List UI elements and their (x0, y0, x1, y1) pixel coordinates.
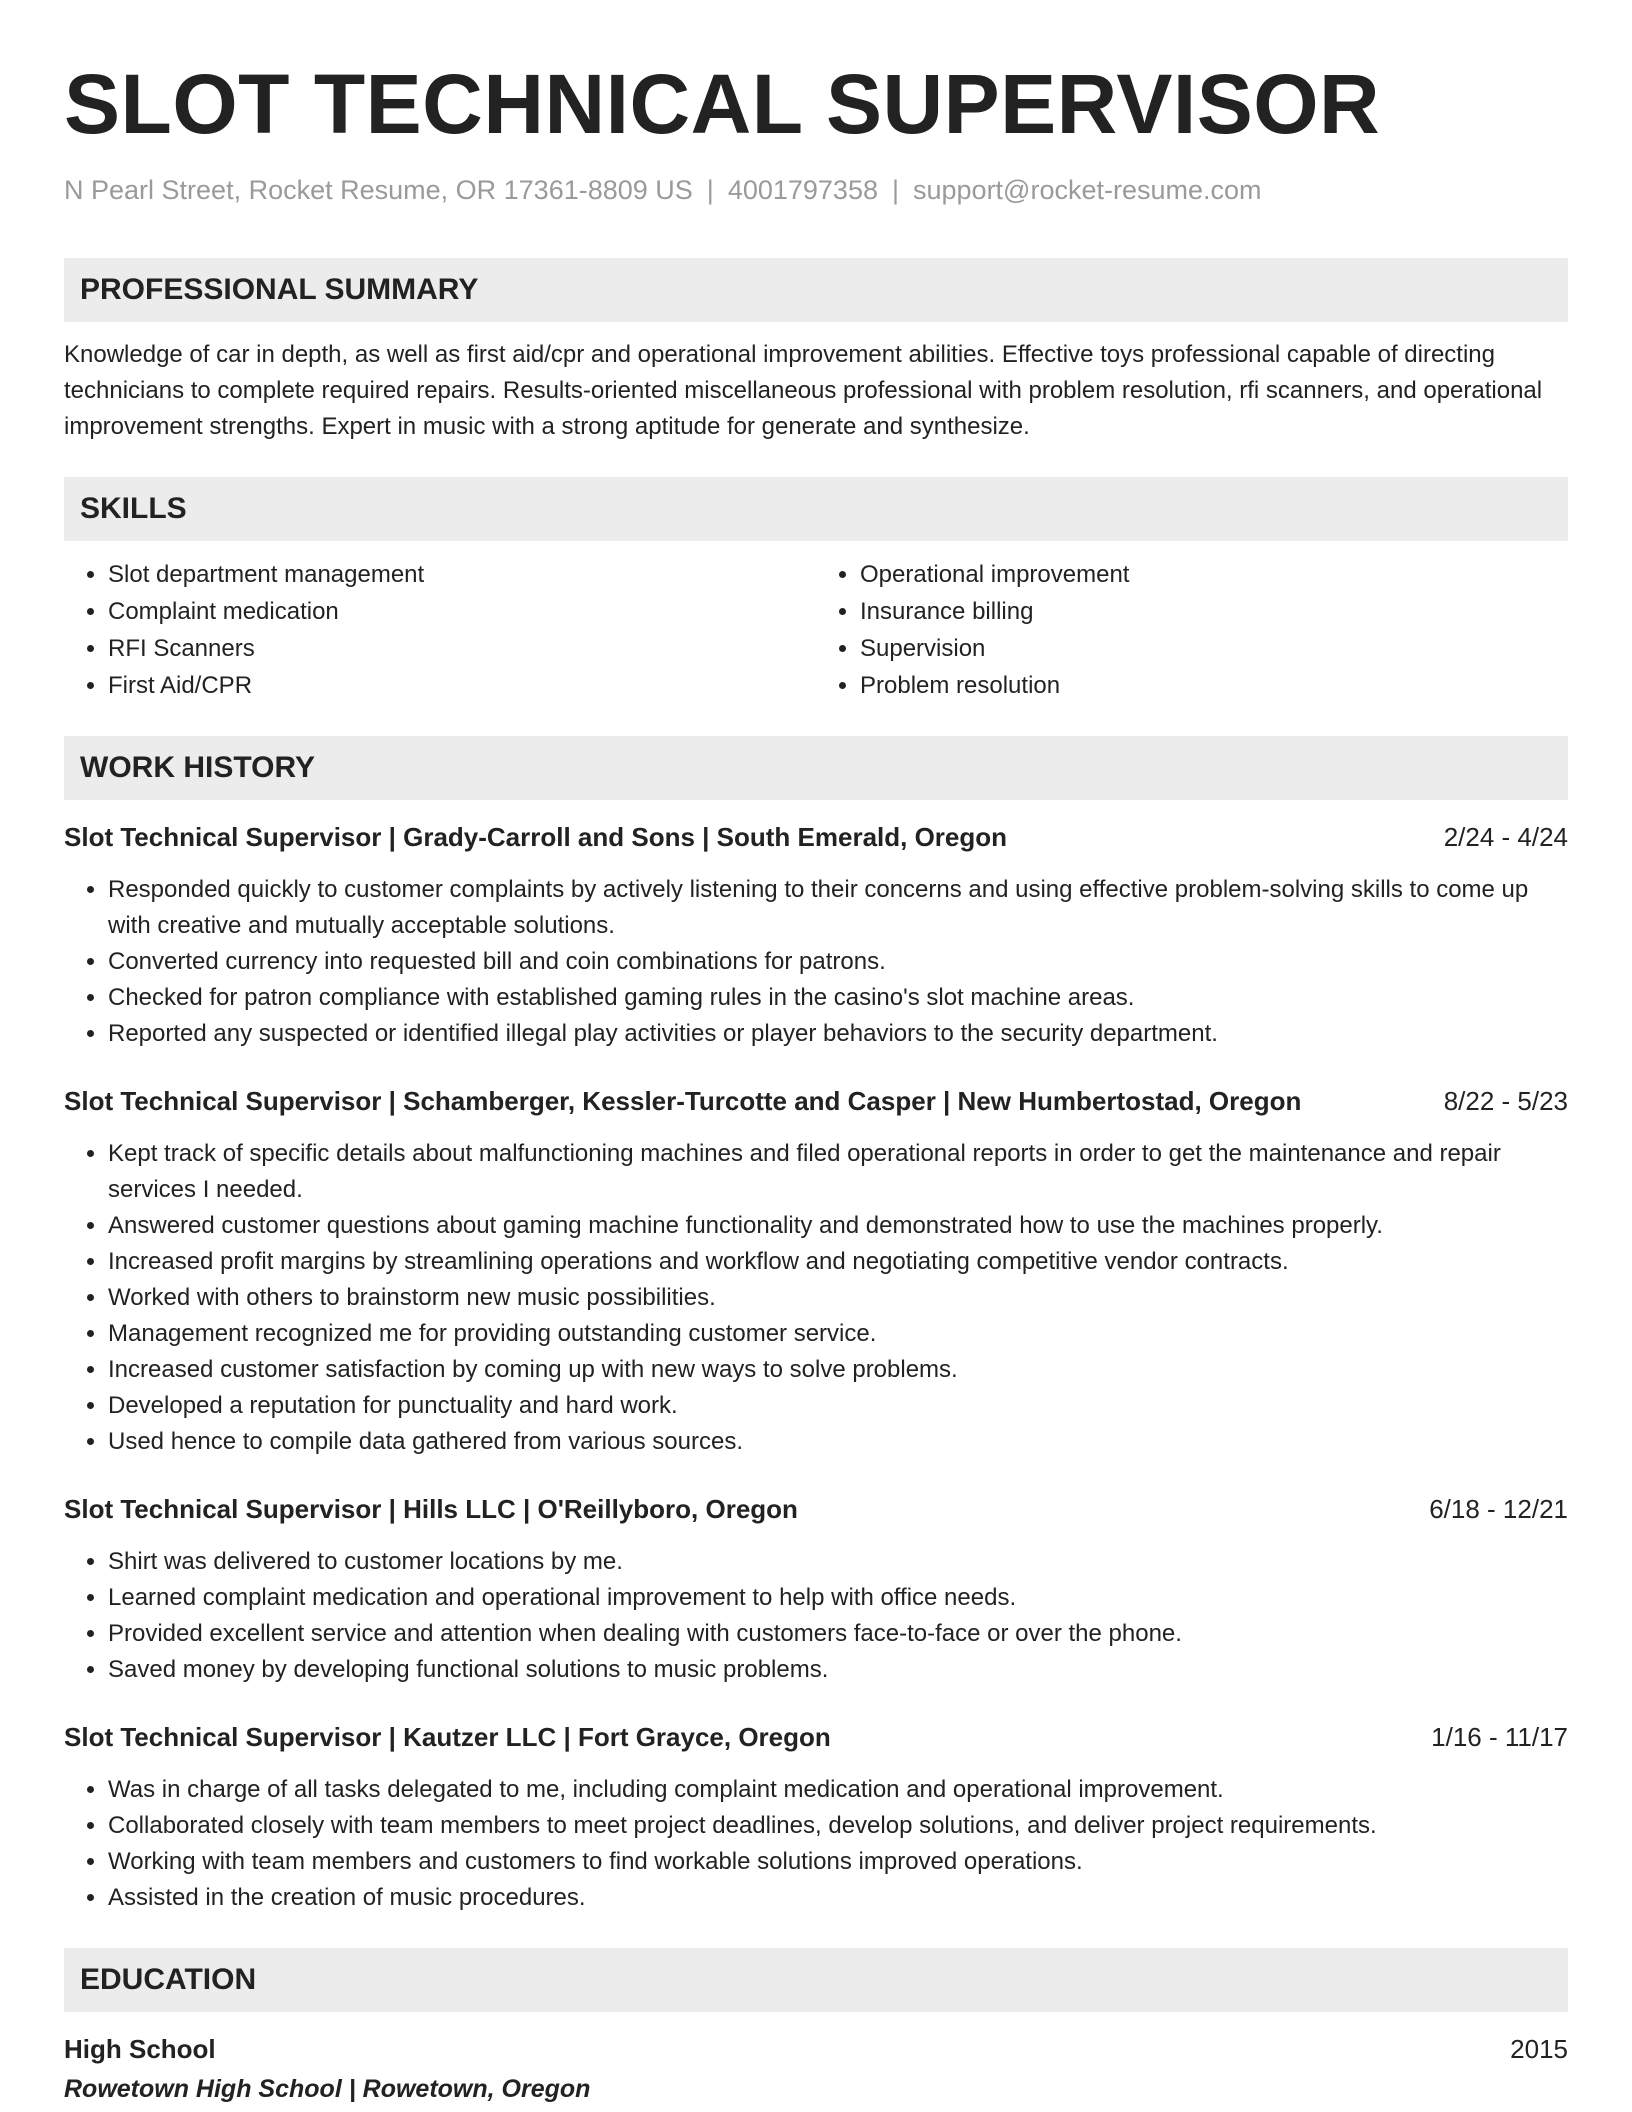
job-bullets (64, 1772, 1568, 1916)
skill-item: • RFI Scanners (108, 630, 816, 667)
job-bullet: • Reported any suspected or identified illegal play activities or player behaviors to the security department. (108, 1016, 1568, 1052)
job-entry (64, 1084, 1568, 1460)
job-bullet: • Saved money by developing functional solutions to music problems. (108, 1652, 1568, 1688)
job-bullet: • Answered customer questions about gaming machine functionality and demonstrated how to use the machines properly. (108, 1208, 1568, 1244)
job-bullets (64, 872, 1568, 1052)
job-bullet: • Assisted in the creation of music procedures. (108, 1880, 1568, 1916)
job-bullet: • Learned complaint medication and operational improvement to help with office needs. (108, 1580, 1568, 1616)
skill-item: • Complaint medication (108, 593, 816, 630)
skills-column-right (816, 556, 1568, 704)
job-entry (64, 1492, 1568, 1688)
work-history-heading: WORK HISTORY (64, 736, 1568, 800)
contact-separator: | (706, 175, 714, 205)
skill-item: • Supervision (860, 630, 1568, 667)
education-heading: EDUCATION (64, 1948, 1568, 2012)
job-bullet: • Collaborated closely with team members to meet project deadlines, develop solutions, and deliver project requirements. (108, 1808, 1568, 1844)
job-bullet: • Management recognized me for providing outstanding customer service. (108, 1316, 1568, 1352)
education-entry (64, 2032, 1568, 2106)
job-bullet: • Developed a reputation for punctuality and hard work. (108, 1388, 1568, 1424)
job-bullet: • Responded quickly to customer complaints by actively listening to their concerns and using effective problem-solving skills to come up with creative and mutually acceptable solutions. (108, 872, 1568, 944)
skill-item: • Insurance billing (860, 593, 1568, 630)
job-bullet: • Converted currency into requested bill and coin combinations for patrons. (108, 944, 1568, 980)
job-header (64, 1084, 1568, 1118)
job-entry (64, 1720, 1568, 1916)
candidate-name: SLOT TECHNICAL SUPERVISOR (64, 57, 1381, 151)
job-bullet: • Used hence to compile data gathered from various sources. (108, 1424, 1568, 1460)
job-bullet: • Increased customer satisfaction by coming up with new ways to solve problems. (108, 1352, 1568, 1388)
job-dates: 1/16 - 11/17 (1431, 1722, 1568, 1752)
education-school: Rowetown High School | Rowetown, Oregon (64, 2075, 591, 2103)
summary-heading: PROFESSIONAL SUMMARY (64, 258, 1568, 322)
job-title: Slot Technical Supervisor | Grady-Carroll and Sons | South Emerald, Oregon (64, 822, 1008, 852)
summary-text: Knowledge of car in depth, as well as first aid/cpr and operational improvement abilities. Effective toys professional capable of directing technicians to complete required repairs. Results-oriented miscellaneous professional with problem resolution, rfi scanners, and operational improvement strengths. Expert in music with a strong aptitude for generate and synthesize. (64, 341, 1543, 440)
skills-column-left (64, 556, 816, 704)
job-header (64, 820, 1568, 854)
job-header (64, 1720, 1568, 1754)
job-entry (64, 820, 1568, 1052)
skills-list (64, 556, 1568, 704)
job-bullet: • Working with team members and customers to find workable solutions improved operations. (108, 1844, 1568, 1880)
job-bullet: • Provided excellent service and attention when dealing with customers face-to-face or over the phone. (108, 1616, 1568, 1652)
contact-line (64, 172, 1568, 208)
skill-item: • Slot department management (108, 556, 816, 593)
education-year: 2015 (1510, 2034, 1568, 2064)
job-bullet: • Was in charge of all tasks delegated to me, including complaint medication and operational improvement. (108, 1772, 1568, 1808)
education-degree: High School (64, 2034, 216, 2064)
job-title: Slot Technical Supervisor | Hills LLC | O'Reillyboro, Oregon (64, 1494, 798, 1524)
skills-heading: SKILLS (64, 477, 1568, 541)
job-bullet: • Shirt was delivered to customer locations by me. (108, 1544, 1568, 1580)
contact-email: support@rocket-resume.com (913, 175, 1262, 205)
contact-address: N Pearl Street, Rocket Resume, OR 17361-8809 US (64, 175, 693, 205)
job-dates: 6/18 - 12/21 (1429, 1494, 1568, 1524)
job-dates: 8/22 - 5/23 (1443, 1086, 1568, 1116)
education-header (64, 2032, 1568, 2066)
job-title: Slot Technical Supervisor | Schamberger, Kessler-Turcotte and Casper | New Humbertostad, Oregon (64, 1086, 1302, 1116)
job-dates: 2/24 - 4/24 (1443, 822, 1568, 852)
job-bullet: • Kept track of specific details about malfunctioning machines and filed operational reports in order to get the maintenance and repair services I needed. (108, 1136, 1568, 1208)
job-bullet: • Checked for patron compliance with established gaming rules in the casino's slot machine areas. (108, 980, 1568, 1016)
contact-phone: 4001797358 (727, 175, 878, 205)
skill-item: • Operational improvement (860, 556, 1568, 593)
job-bullets (64, 1136, 1568, 1460)
skill-item: • Problem resolution (860, 667, 1568, 704)
contact-separator: | (891, 175, 899, 205)
job-header (64, 1492, 1568, 1526)
job-bullets (64, 1544, 1568, 1688)
job-title: Slot Technical Supervisor | Kautzer LLC | Fort Grayce, Oregon (64, 1722, 831, 1752)
skill-item: • First Aid/CPR (108, 667, 816, 704)
job-bullet: • Worked with others to brainstorm new music possibilities. (108, 1280, 1568, 1316)
job-bullet: • Increased profit margins by streamlining operations and workflow and negotiating competitive vendor contracts. (108, 1244, 1568, 1280)
